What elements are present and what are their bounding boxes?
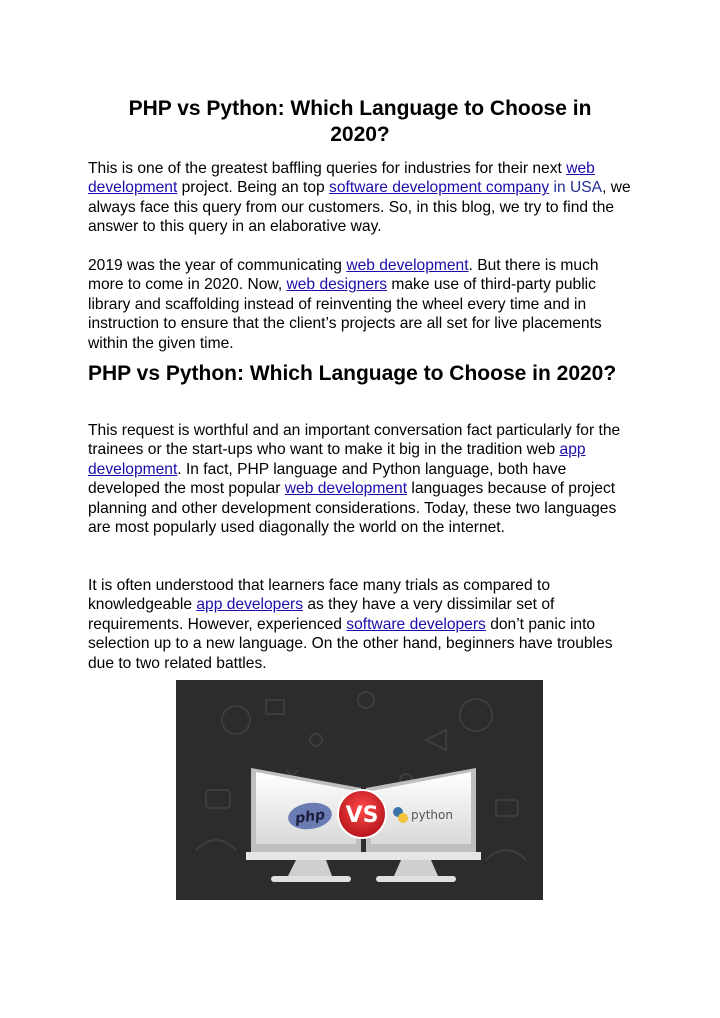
text-span: It is often understood that learners face many trials as compared to knowledgeable	[88, 577, 550, 614]
section-heading: PHP vs Python: Which Language to Choose in 2020?	[88, 362, 617, 385]
page-title: PHP vs Python: Which Language to Choose in 2020?	[128, 97, 592, 146]
illustration-svg	[176, 680, 543, 900]
python-logo: python	[411, 808, 453, 822]
link-web-designers[interactable]: web designers	[286, 276, 388, 294]
text-span: 2019 was the year of communicating	[88, 257, 347, 274]
text-span: . In fact, PHP language and Python language, both have developed the most popular	[88, 460, 567, 498]
text-span: This request is worthful and an important conversation fact particularly for the trainees or the start-ups who want to make it big in the tradition web	[88, 422, 621, 459]
vs-text: VS	[345, 803, 379, 828]
php-logo: php	[294, 806, 327, 828]
text-span: . But there is much more to come in 2020. Now,	[88, 257, 599, 294]
intro-paragraph	[88, 159, 636, 237]
link-app-development[interactable]: app development	[88, 441, 586, 478]
text-span: This is one of the greatest baffling queries for industries for their next	[88, 160, 567, 177]
link-software-development-company[interactable]: software development company	[329, 179, 550, 197]
text-span: make use of third-party public library and scaffolding instead of reinventing the wheel every time and in instruction to ensure that the client’s projects are all set for live placements within the given time.	[88, 276, 602, 352]
text-span: as they have a very dissimilar set of requirements. However, experienced	[88, 596, 555, 633]
text-span: project. Being an top	[177, 179, 330, 197]
link-web-development[interactable]: web development	[88, 160, 595, 197]
location-text: in USA	[553, 179, 603, 197]
link-app-developers[interactable]: app developers	[196, 596, 304, 614]
link-web-development-3[interactable]: web development	[284, 480, 408, 498]
link-software-developers[interactable]: software developers	[346, 615, 486, 633]
text-span: don’t panic into selection up to a new language. On the other hand, beginners have troubles due to two related battles.	[88, 615, 613, 672]
text-span: languages because of project planning and other development considerations. Today, these two languages are most popularly used diagonally the world on the internet.	[88, 480, 617, 537]
text-span: , we always face this query from our customers. So, in this blog, we try to find the answer to this query in an elaborative way.	[88, 179, 631, 236]
paragraph-2019	[88, 256, 636, 353]
paragraph-learners	[88, 576, 636, 673]
paragraph-request	[88, 421, 636, 537]
vs-badge	[338, 790, 386, 838]
link-web-development-2[interactable]: web development	[346, 257, 469, 274]
php-vs-python-image	[176, 680, 543, 900]
